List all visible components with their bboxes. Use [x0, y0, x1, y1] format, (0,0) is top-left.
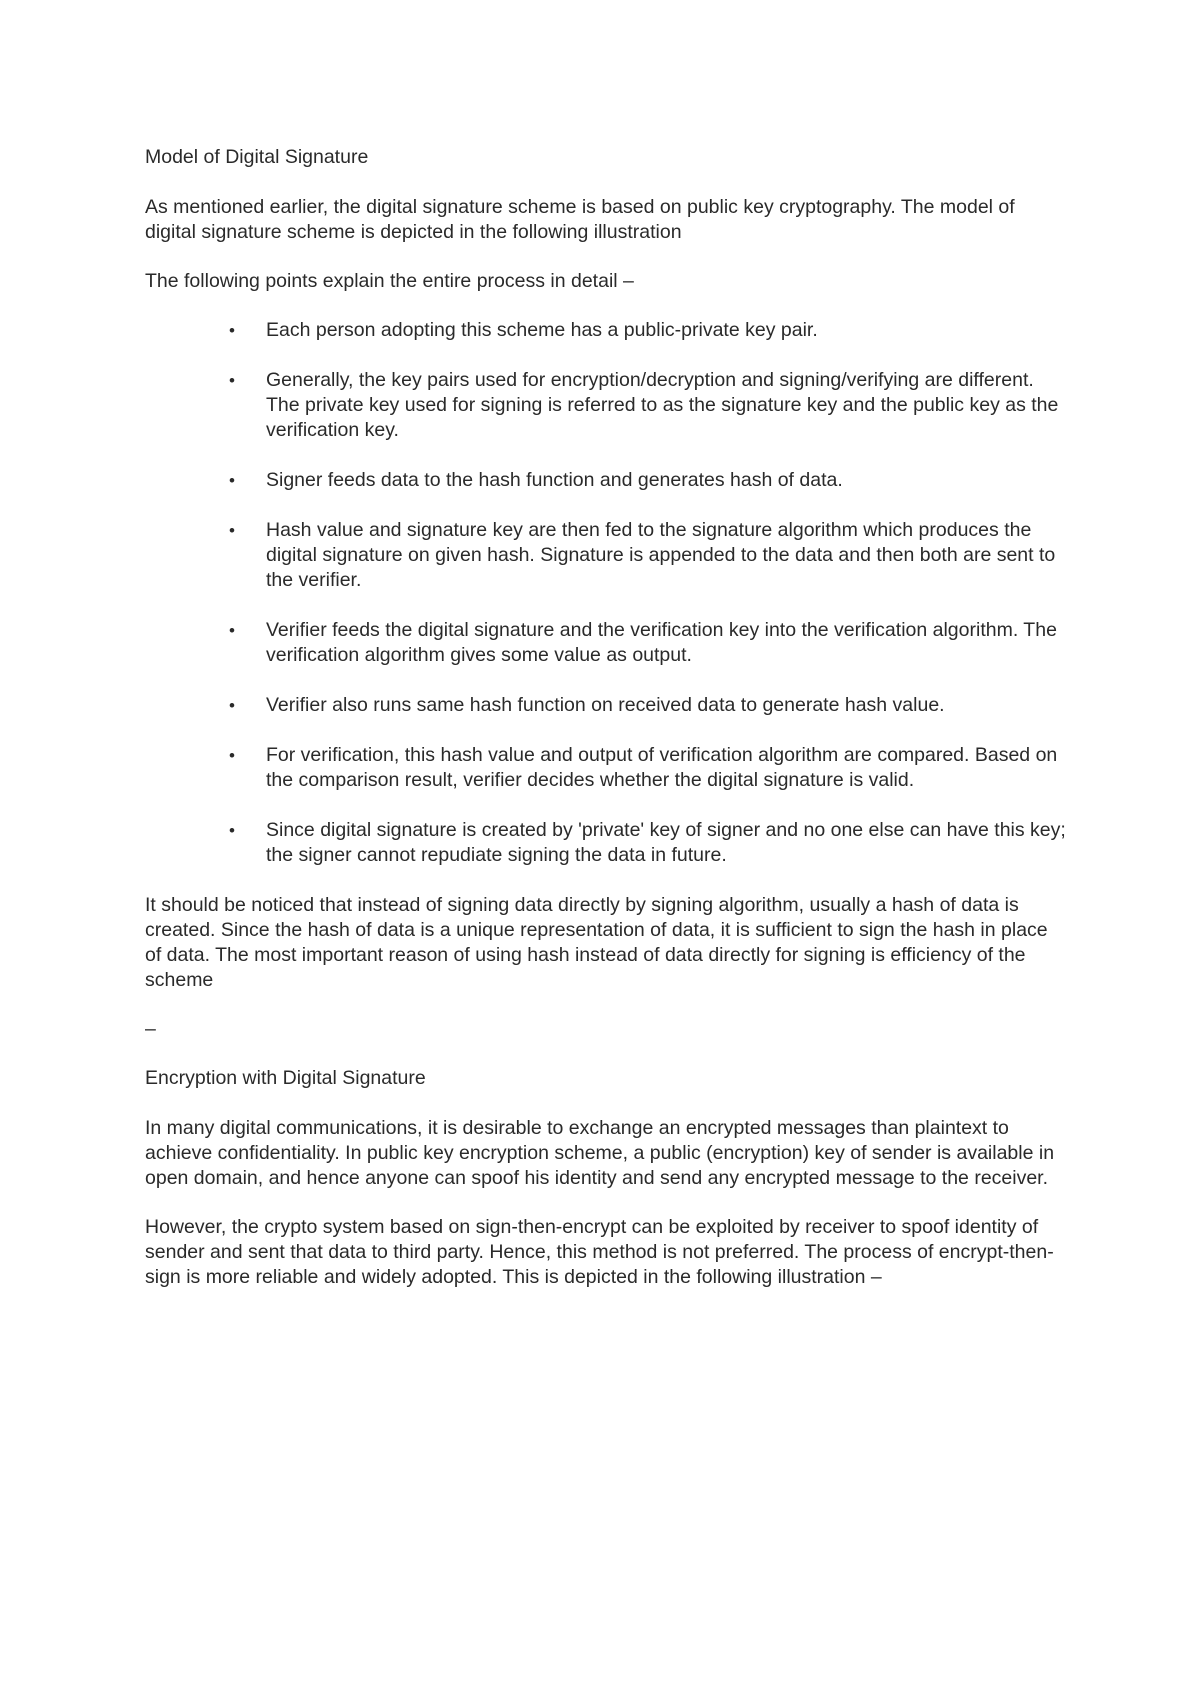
section-heading-model-of-digital-signature: Model of Digital Signature	[145, 146, 369, 168]
list-item-text: Each person adopting this scheme has a public-private key pair.	[266, 319, 818, 341]
list-item-text: For verification, this hash value and output of verification algorithm are compared. Based on the comparison result, verifier decides whether the digital signature is valid.	[266, 744, 1058, 791]
bullet-icon: •	[229, 746, 235, 765]
section-separator: –	[145, 1018, 156, 1040]
bullet-icon: •	[229, 321, 235, 340]
bullet-icon: •	[229, 371, 235, 390]
bullet-icon: •	[229, 471, 235, 490]
bullet-icon: •	[229, 621, 235, 640]
encryption-paragraph-2: However, the crypto system based on sign-then-encrypt can be exploited by receiver to spoof identity of sender and sent that data to third party. Hence, this method is not preferred. The process of encrypt-then-sign is more reliable and widely adopted. This is depicted in the following illustration –	[145, 1216, 1054, 1288]
bullet-icon: •	[229, 521, 235, 540]
list-item	[145, 368, 1066, 443]
list-item-text: Verifier feeds the digital signature and the verification key into the verification algorithm. The verification algorithm gives some value as output.	[266, 619, 1057, 666]
list-item	[145, 318, 1066, 343]
list-item-text: Since digital signature is created by 'private' key of signer and no one else can have this key; the signer cannot repudiate signing the data in future.	[266, 819, 1066, 866]
bullet-icon: •	[229, 821, 235, 840]
list-item-text: Hash value and signature key are then fed to the signature algorithm which produces the digital signature on given hash. Signature is appended to the data and then both are sent to the verifier.	[266, 519, 1056, 591]
list-item-text: Verifier also runs same hash function on received data to generate hash value.	[266, 694, 945, 716]
encryption-paragraph-1: In many digital communications, it is desirable to exchange an encrypted messages than plaintext to achieve confidentiality. In public key encryption scheme, a public (encryption) key of sender is available in open domain, and hence anyone can spoof his identity and send any encrypted message to the receiver.	[145, 1117, 1055, 1189]
list-item	[145, 468, 1066, 493]
list-item	[145, 818, 1066, 868]
document-body	[145, 145, 1065, 1314]
section-heading-encryption-with-digital-signature: Encryption with Digital Signature	[145, 1067, 426, 1089]
list-item	[145, 618, 1066, 668]
points-lead-paragraph: The following points explain the entire process in detail –	[145, 270, 634, 292]
list-item-text: Generally, the key pairs used for encryption/decryption and signing/verifying are different. The private key used for signing is referred to as the signature key and the public key as the verification key.	[266, 369, 1059, 441]
bullet-icon: •	[229, 696, 235, 715]
process-points-list	[145, 318, 1065, 868]
closing-paragraph: It should be noticed that instead of signing data directly by signing algorithm, usually a hash of data is created. Since the hash of data is a unique representation of data, it is sufficient to sign the hash in place of data. The most important reason of using hash instead of data directly for signing is efficiency of the scheme	[145, 894, 1048, 991]
list-item	[145, 693, 1066, 718]
intro-paragraph: As mentioned earlier, the digital signature scheme is based on public key cryptography. The model of digital signature scheme is depicted in the following illustration	[145, 196, 1015, 243]
list-item-text: Signer feeds data to the hash function and generates hash of data.	[266, 469, 843, 491]
list-item	[145, 518, 1066, 593]
list-item	[145, 743, 1066, 793]
